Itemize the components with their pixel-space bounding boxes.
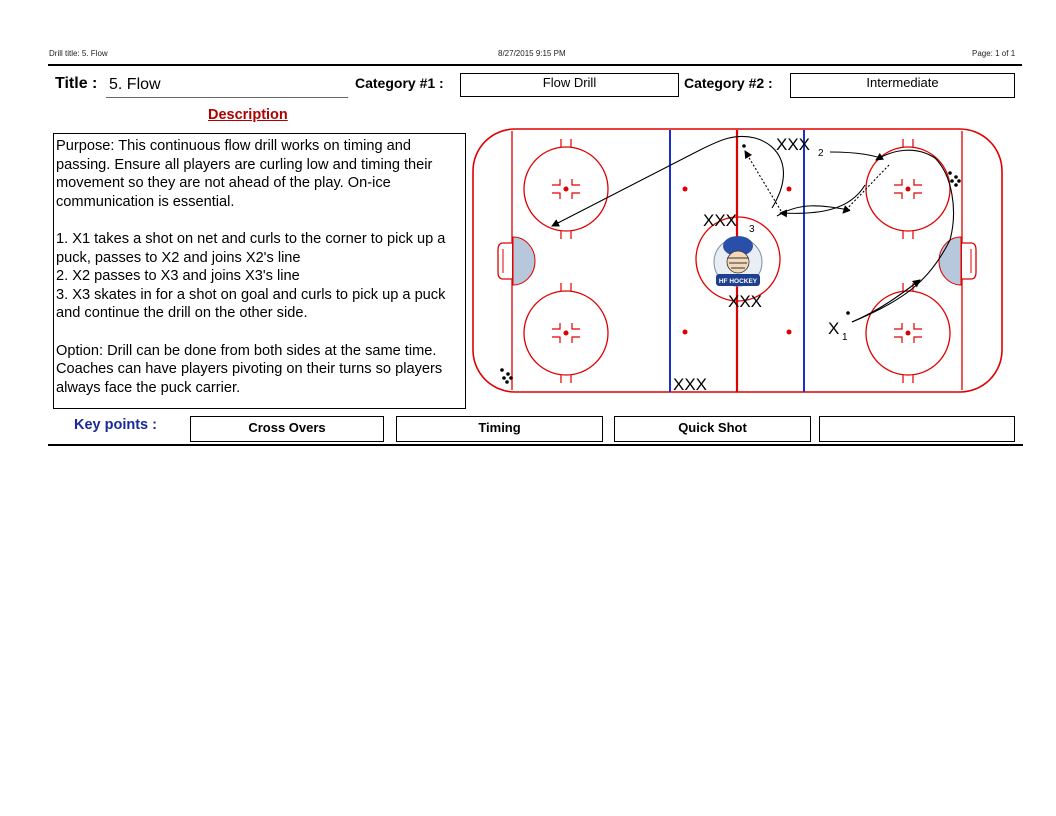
datetime-header: 8/27/2015 9:15 PM [498,49,566,58]
description-box [53,133,466,409]
player-group-center: XXX [728,292,763,311]
key-point-2[interactable]: Timing [396,416,603,442]
player-group-bottom: XXX [673,375,708,394]
description-heading: Description [208,107,288,123]
header-divider [48,64,1022,66]
key-point-4[interactable] [819,416,1015,442]
description-step-1: 1. X1 takes a shot on net and curls to the corner to pick up a puck, passes to X2 and joins X2's line [56,230,446,266]
description-step-2: 2. X2 passes to X3 and joins X3's line [56,268,300,285]
x1-marker: X [828,319,840,338]
category2-field[interactable]: Intermediate [790,73,1015,98]
right-goal-net [962,243,976,279]
page-number: Page: 1 of 1 [972,49,1016,58]
key-point-1[interactable]: Cross Overs [190,416,384,442]
logo-text: HF HOCKEY [718,278,758,285]
key-points-label: Key points : [74,417,157,433]
drill-title-header: Drill title: 5. Flow [49,49,108,58]
title-label: Title : [55,75,98,92]
description-option: Option: Drill can be done from both sides at the same time. Coaches can have players pivoting on their turns so players always face the puck carrier. [56,342,443,396]
x2-subscript: 2 [818,148,824,159]
x3-subscript: 3 [749,224,755,235]
footer-divider [48,444,1023,446]
player-group-top: XXX [776,135,811,154]
rink-diagram [470,125,1006,397]
key-point-3[interactable]: Quick Shot [614,416,811,442]
description-step-3: 3. X3 skates in for a shot on goal and curls to pick up a puck and continue the drill on the other side. [56,286,446,322]
category1-field[interactable]: Flow Drill [460,73,679,97]
category2-label: Category #2 : [684,75,773,91]
player-group-mid: XXX [703,211,738,230]
x1-subscript: 1 [842,332,848,343]
left-goal-net [498,243,512,279]
category1-label: Category #1 : [355,75,444,91]
title-field[interactable]: 5. Flow [106,76,348,98]
description-purpose: Purpose: This continuous flow drill works on timing and passing. Ensure all players are curling low and timing their movement so they are not ahead of the play. On-ice communication is essential. [56,138,433,210]
